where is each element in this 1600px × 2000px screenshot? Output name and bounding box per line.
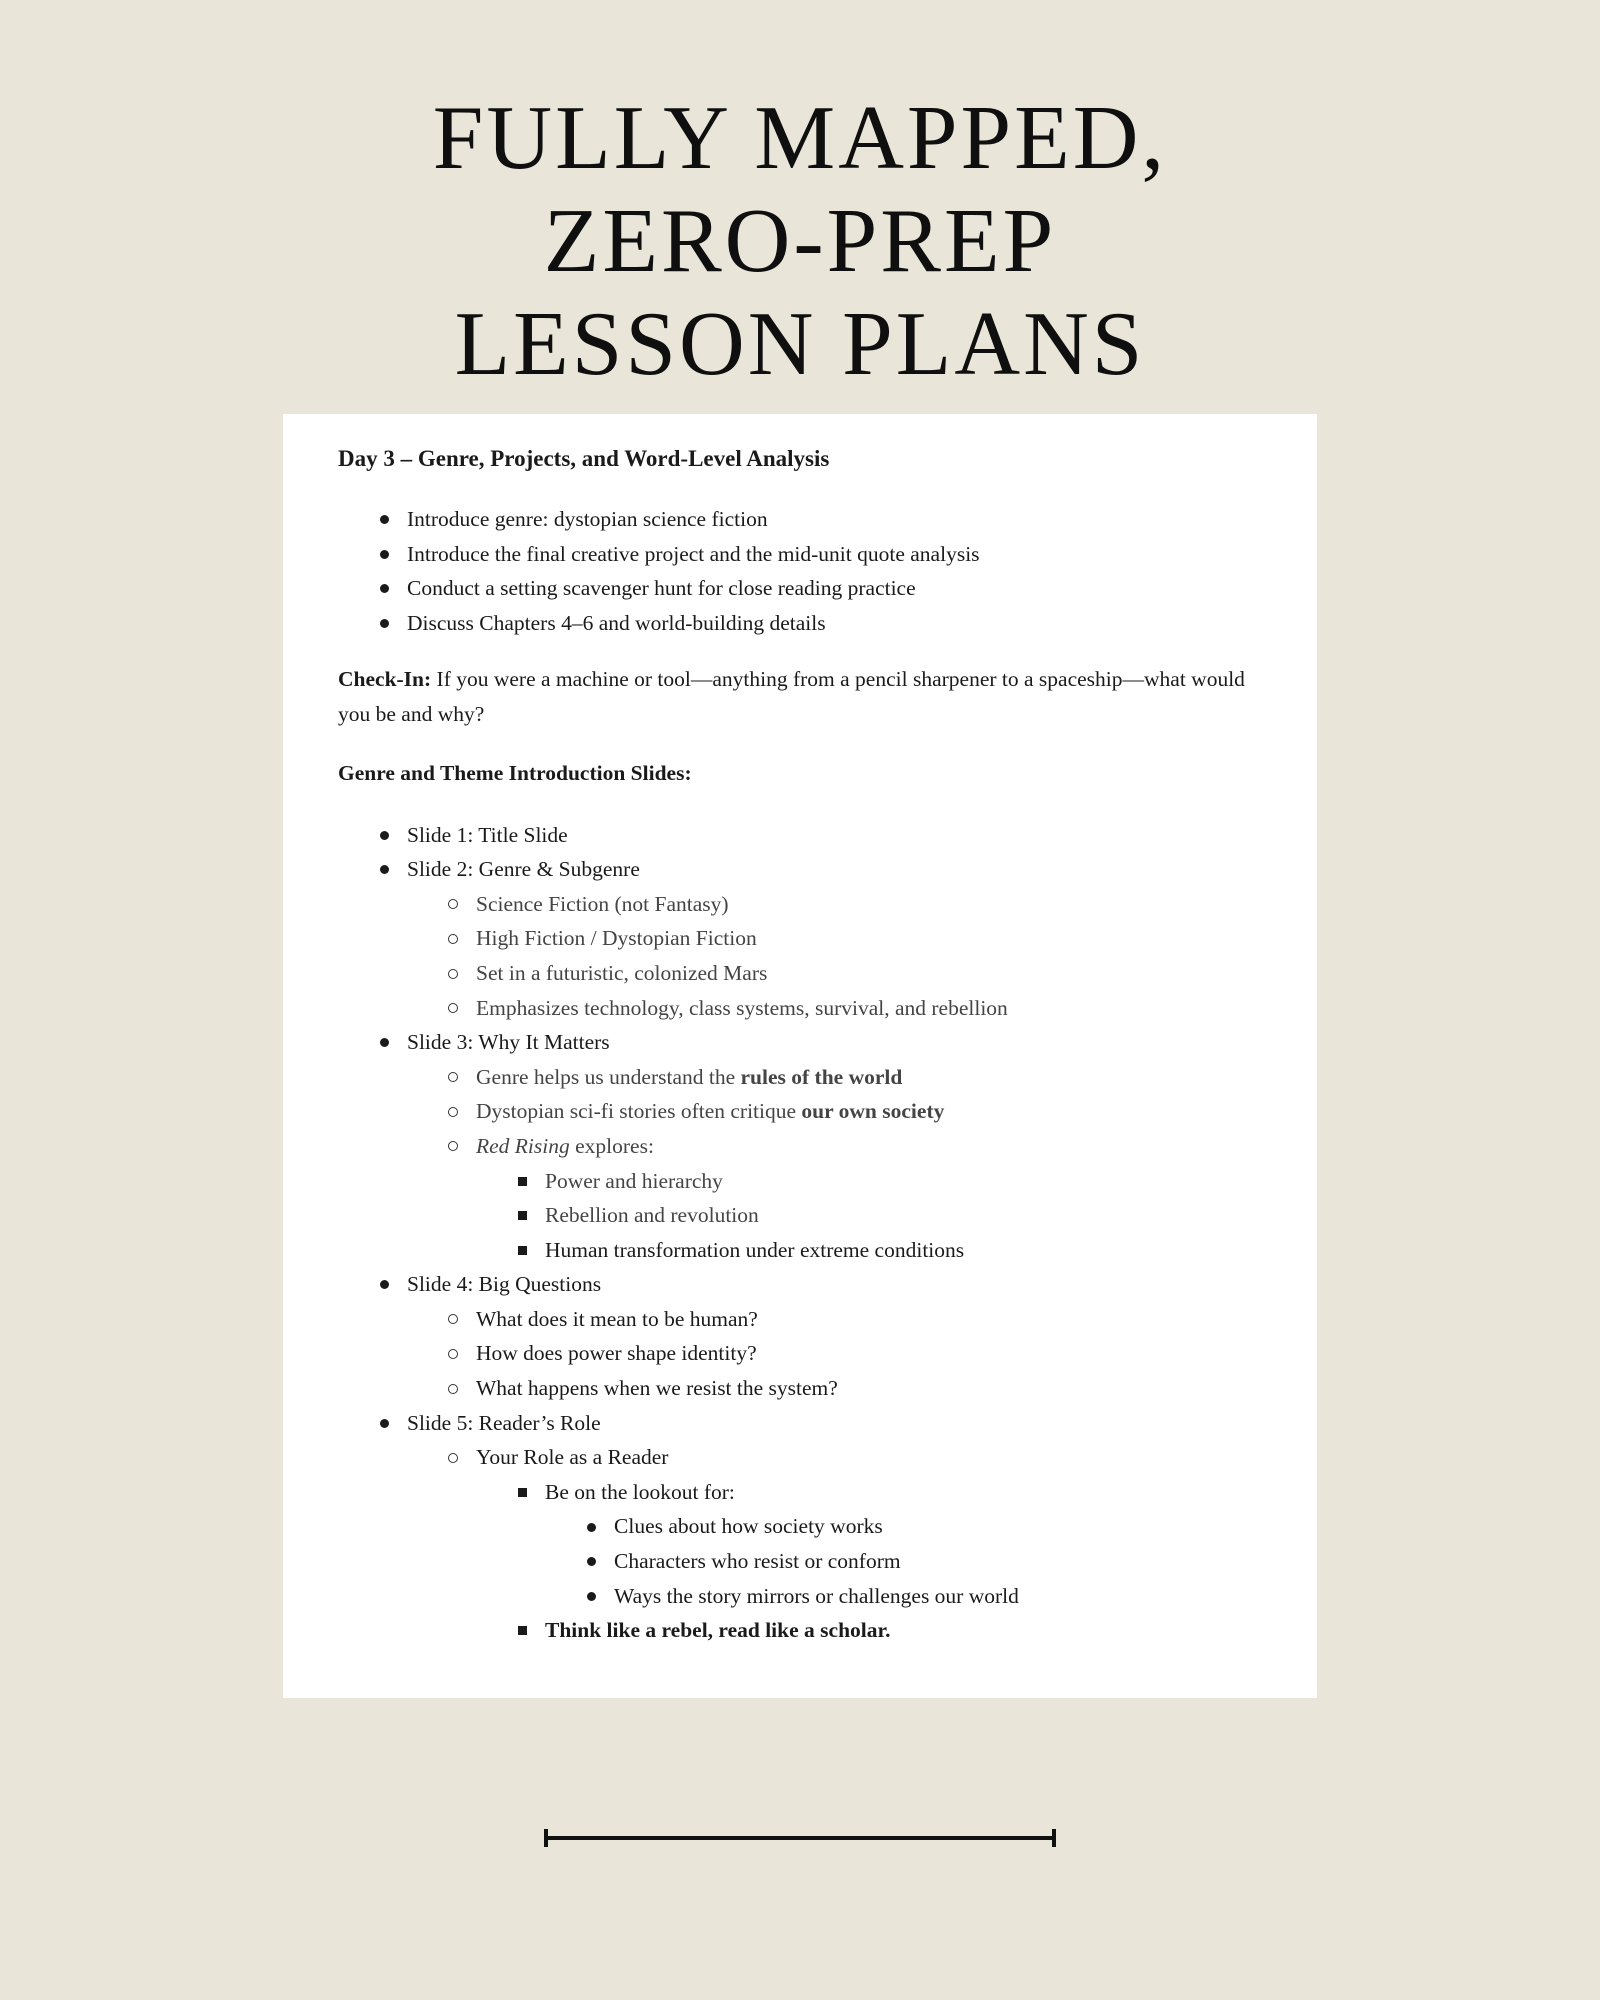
list-item: Characters who resist or conform bbox=[614, 1544, 1263, 1579]
title-line-1: FULLY MAPPED, bbox=[432, 87, 1168, 188]
page-title bbox=[0, 86, 1600, 395]
bullet-icon bbox=[380, 550, 389, 559]
circle-bullet-icon bbox=[448, 934, 458, 944]
bullet-icon bbox=[380, 831, 389, 840]
circle-bullet-icon bbox=[448, 1072, 458, 1082]
list-item: Human transformation under extreme conditions bbox=[545, 1233, 1263, 1268]
list-item: What happens when we resist the system? bbox=[476, 1371, 1263, 1406]
circle-bullet-icon bbox=[448, 1453, 458, 1463]
square-bullet-icon bbox=[518, 1177, 527, 1186]
list-item bbox=[545, 1613, 1263, 1648]
circle-bullet-icon bbox=[448, 1141, 458, 1151]
list-item: Dystopian sci-fi stories often critique our own society bbox=[476, 1094, 1263, 1129]
scroll-bar-right-cap bbox=[1052, 1829, 1056, 1847]
square-bullet-icon bbox=[518, 1488, 527, 1497]
list-item: Rebellion and revolution bbox=[545, 1198, 1263, 1233]
slide-item: Slide 3: Why It Matters Genre helps us understand the rules of the world Dystopian sci-fi stories often critique our own society Red Rising explores: Power and hierarchy Rebellion and revolution Human transformation under extreme conditions bbox=[407, 1025, 1263, 1267]
check-in-text: If you were a machine or tool—anything from a pencil sharpener to a spaceship—what would you be and why? bbox=[338, 667, 1245, 726]
circle-bullet-icon bbox=[448, 899, 458, 909]
list-item: Emphasizes technology, class systems, survival, and rebellion bbox=[476, 991, 1263, 1026]
circle-bullet-icon bbox=[448, 1107, 458, 1117]
bullet-icon bbox=[380, 1280, 389, 1289]
slide-item: Slide 1: Title Slide bbox=[407, 818, 1263, 853]
slide-item: Slide 4: Big Questions What does it mean to be human? How does power shape identity? What happens when we resist the system? bbox=[407, 1267, 1263, 1405]
circle-bullet-icon bbox=[448, 969, 458, 979]
list-item: How does power shape identity? bbox=[476, 1336, 1263, 1371]
bullet-icon bbox=[380, 1038, 389, 1047]
slides-list bbox=[338, 818, 1263, 1648]
scroll-bar[interactable] bbox=[545, 1836, 1056, 1840]
list-item: Conduct a setting scavenger hunt for close reading practice bbox=[407, 571, 1263, 606]
lesson-plan-document bbox=[283, 414, 1317, 1698]
slide-item: Slide 2: Genre & Subgenre Science Fiction (not Fantasy) High Fiction / Dystopian Fiction Set in a futuristic, colonized Mars Emphasizes technology, class systems, survival, and rebellion bbox=[407, 852, 1263, 1025]
list-item: Introduce the final creative project and the mid-unit quote analysis bbox=[407, 537, 1263, 572]
circle-bullet-icon bbox=[448, 1349, 458, 1359]
bullet-icon bbox=[380, 1419, 389, 1428]
list-item: Science Fiction (not Fantasy) bbox=[476, 887, 1263, 922]
list-item: Set in a futuristic, colonized Mars bbox=[476, 956, 1263, 991]
motto: Think like a rebel, read like a scholar. bbox=[545, 1618, 891, 1643]
list-item: What does it mean to be human? bbox=[476, 1302, 1263, 1337]
list-item: Be on the lookout for: Clues about how society works Characters who resist or conform Ways the story mirrors or challenges our world bbox=[545, 1475, 1263, 1613]
list-item: Discuss Chapters 4–6 and world-building details bbox=[407, 606, 1263, 641]
title-line-3: LESSON PLANS bbox=[454, 293, 1146, 394]
slide-item: Slide 5: Reader’s Role Your Role as a Reader Be on the lookout for: Clues about how society works Characters who resist or conform Ways the story mirrors or challenges our world Think like a rebel, read like a scholar. bbox=[407, 1406, 1263, 1648]
list-item: Ways the story mirrors or challenges our world bbox=[614, 1579, 1263, 1614]
square-bullet-icon bbox=[518, 1211, 527, 1220]
square-bullet-icon bbox=[518, 1626, 527, 1635]
list-item: Introduce genre: dystopian science fiction bbox=[407, 502, 1263, 537]
bullet-icon bbox=[380, 515, 389, 524]
bullet-icon bbox=[587, 1592, 596, 1601]
circle-bullet-icon bbox=[448, 1003, 458, 1013]
list-item: Clues about how society works bbox=[614, 1509, 1263, 1544]
list-item: Genre helps us understand the rules of the world bbox=[476, 1060, 1263, 1095]
bullet-icon bbox=[587, 1557, 596, 1566]
bullet-icon bbox=[587, 1523, 596, 1532]
bullet-icon bbox=[380, 865, 389, 874]
list-item: High Fiction / Dystopian Fiction bbox=[476, 921, 1263, 956]
circle-bullet-icon bbox=[448, 1314, 458, 1324]
day-heading: Day 3 – Genre, Projects, and Word-Level Analysis bbox=[338, 446, 830, 471]
check-in-paragraph bbox=[338, 662, 1263, 731]
bullet-icon bbox=[380, 584, 389, 593]
list-item: Red Rising explores: Power and hierarchy Rebellion and revolution Human transformation under extreme conditions bbox=[476, 1129, 1263, 1267]
list-item: Power and hierarchy bbox=[545, 1164, 1263, 1199]
title-line-2: ZERO-PREP bbox=[543, 190, 1057, 291]
check-in-label: Check-In: bbox=[338, 667, 432, 692]
square-bullet-icon bbox=[518, 1246, 527, 1255]
list-item: Your Role as a Reader Be on the lookout for: Clues about how society works Characters who resist or conform Ways the story mirrors or challenges our world Think like a rebel, read like a scholar. bbox=[476, 1440, 1263, 1648]
slides-section-label: Genre and Theme Introduction Slides: bbox=[338, 760, 692, 785]
book-title: Red Rising bbox=[476, 1133, 570, 1158]
bullet-icon bbox=[380, 619, 389, 628]
circle-bullet-icon bbox=[448, 1384, 458, 1394]
intro-list bbox=[338, 502, 1263, 640]
